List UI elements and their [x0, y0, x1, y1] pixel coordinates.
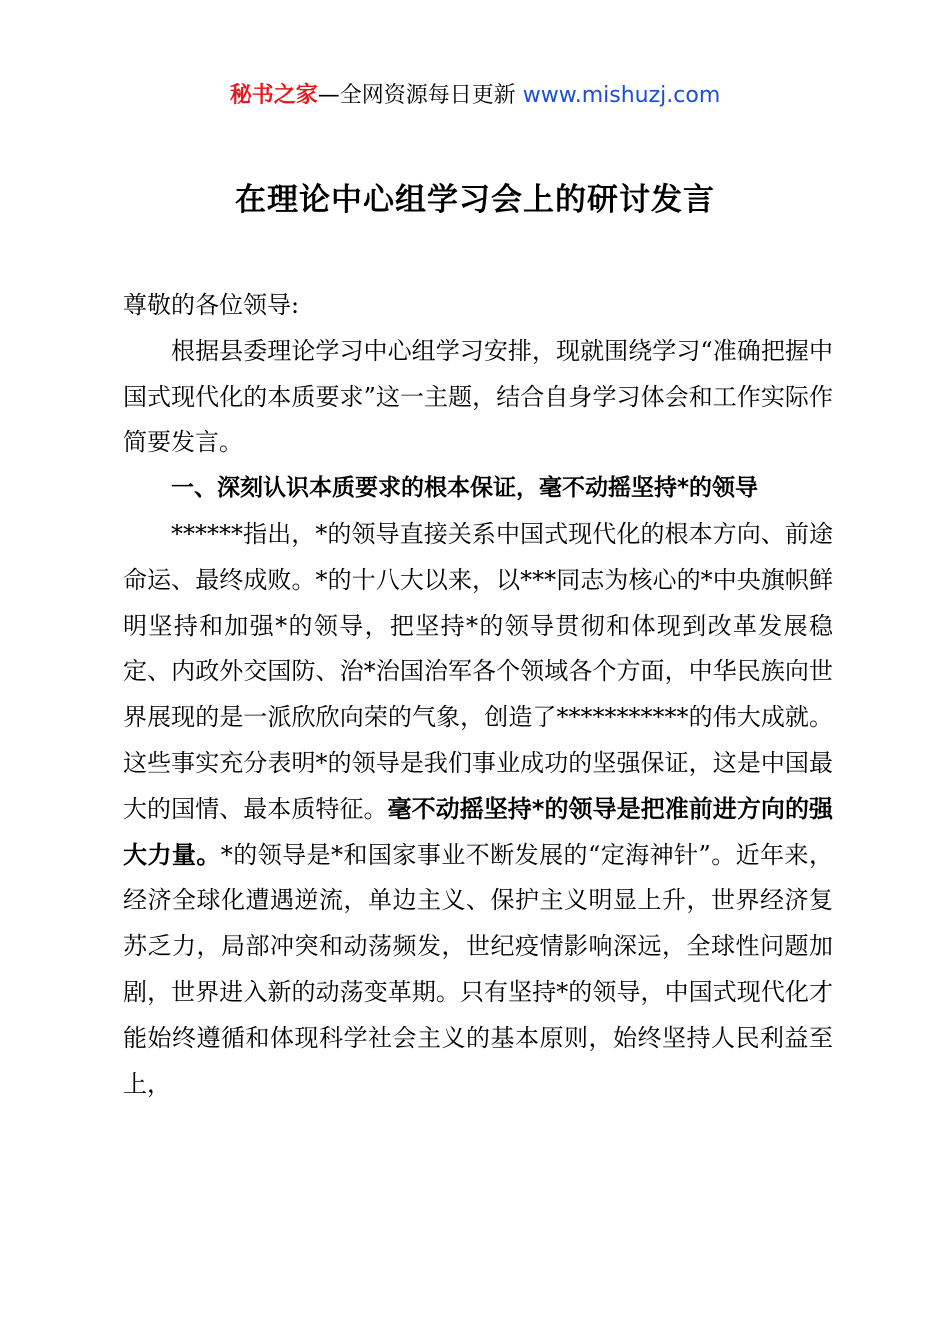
document-title: 在理论中心组学习会上的研讨发言 — [235, 182, 715, 218]
header-tagline: —全网资源每日更新 — [317, 83, 523, 108]
brand-name: 秘书之家 — [229, 83, 318, 108]
section-heading-1: 一、深刻认识本质要求的根本保证，毫不动摇坚持*的领导 — [171, 475, 759, 502]
intro-paragraph: 根据县委理论学习中心组学习安排，现就围绕学习“准确把握中国式现代化的本质要求”这一主题，结合自身学习体会和工作实际作简要发言。 — [123, 336, 833, 457]
section-paragraph-1 — [123, 512, 833, 1107]
salutation: 尊敬的各位领导: — [123, 291, 300, 319]
site-header — [0, 80, 950, 112]
site-url-link[interactable]: www.mishuzj.com — [522, 83, 721, 108]
paragraph-text-run: ******指出，*的领导直接关系中国式现代化的根本方向、前途命运、最终成败。*的十八大以来，以***同志为核心的*中央旗帜鲜明坚持和加强*的领导，把坚持*的领导贯彻和体现到改革发展稳定、内政外交国防、治*治国治军各个领域各个方面，中华民族向世界展现的是一派欣欣向荣的气象，创造了***********的伟大成就。这些事实充分表明*的领导是我们事业成功的坚强保证，这是中国最大的国情、最本质特征。 — [123, 519, 833, 823]
paragraph-text-run-2: *的领导是*和国家事业不断发展的“定海神针”。近年来，经济全球化遭遇逆流，单边主义、保护主义明显上升，世界经济复苏乏力，局部冲突和动荡频发，世纪疫情影响深远，全球性问题加剧，世界进入新的动荡变革期。只有坚持*的领导，中国式现代化才能始终遵循和体现科学社会主义的基本原则，始终坚持人民利益至上， — [123, 840, 833, 1098]
emphasis-text-run: 毫不动摇坚持*的领导是把准前进方向的强大力量。 — [123, 794, 833, 869]
document-body — [123, 283, 833, 1107]
